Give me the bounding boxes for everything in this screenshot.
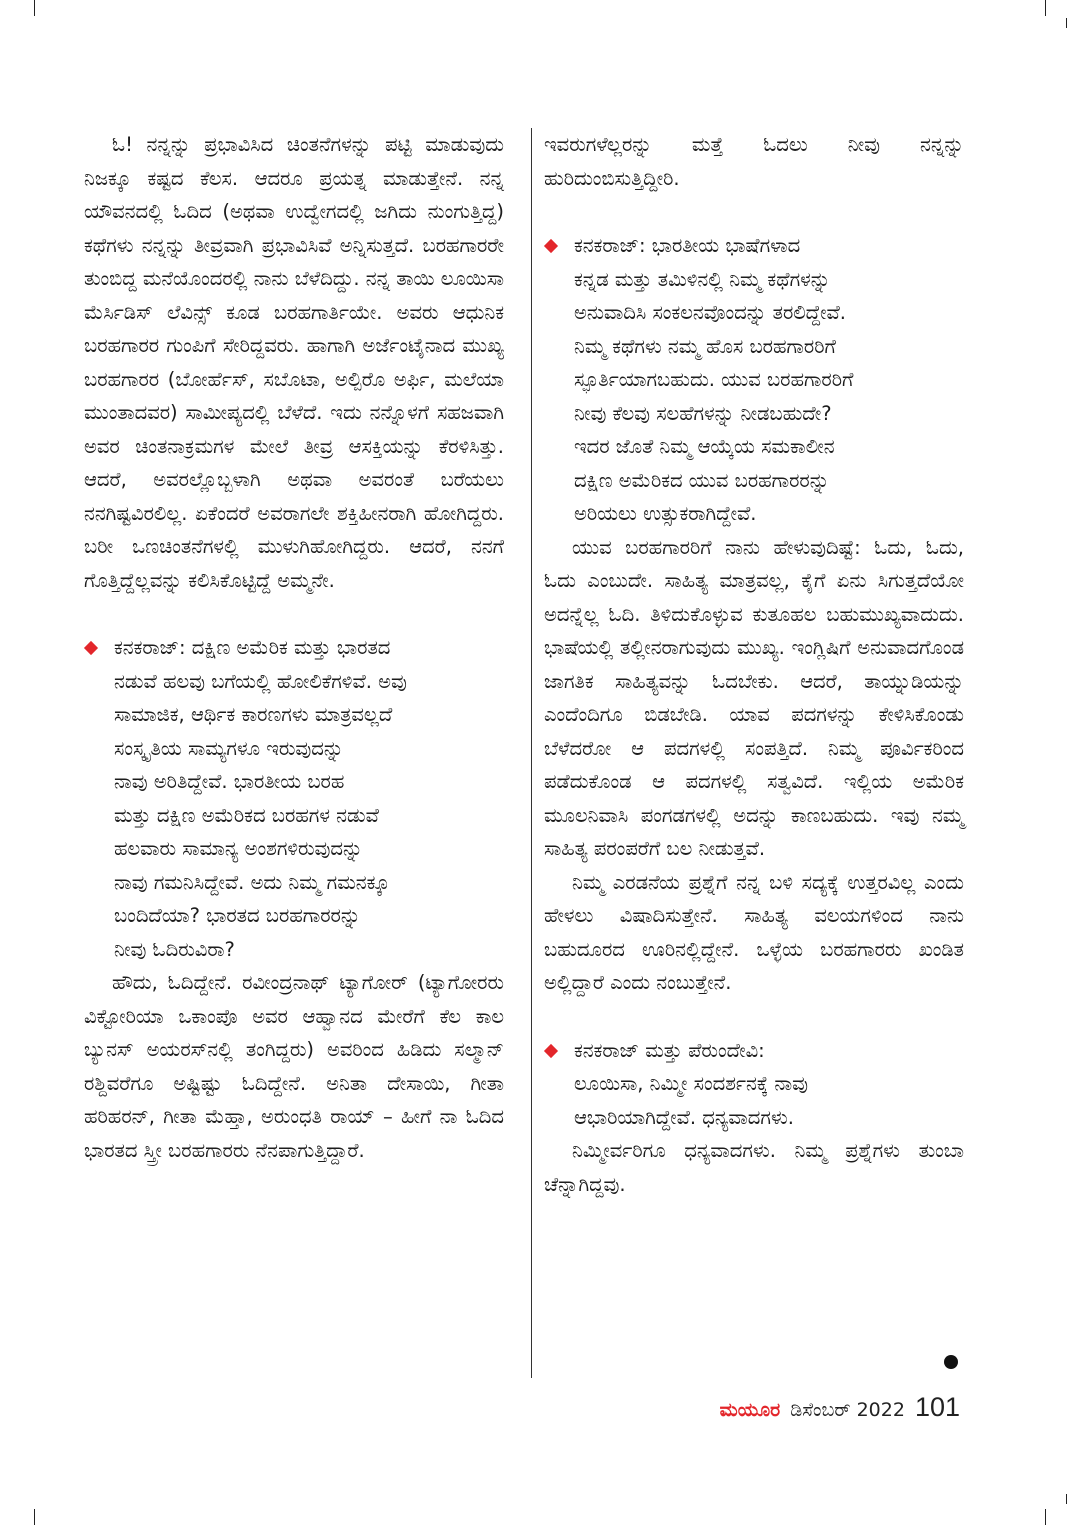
- question-block: [544, 229, 964, 531]
- diamond-bullet-icon: [544, 1043, 558, 1057]
- answer-paragraph: ಓ! ನನ್ನನ್ನು ಪ್ರಭಾವಿಸಿದ ಚಿಂತನೆಗಳನ್ನು ಪಟ್ಟಿ ಮಾಡುವುದು ನಿಜಕ್ಕೂ ಕಷ್ಟದ ಕೆಲಸ. ಆದರೂ ಪ್ರಯತ್ನ ಮಾಡುತ್ತೇನೆ. ನನ್ನ ಯೌವನದಲ್ಲಿ ಓದಿದ (ಅಥವಾ ಉದ್ವೇಗದಲ್ಲಿ ಜಗಿದು ನುಂಗುತ್ತಿದ್ದ) ಕಥೆಗಳು ನನ್ನನ್ನು ತೀವ್ರವಾಗಿ ಪ್ರಭಾವಿಸಿವೆ ಅನ್ನಿಸುತ್ತದೆ. ಬರಹಗಾರರೇ ತುಂಬಿದ್ದ ಮನೆಯೊಂದರಲ್ಲಿ ನಾನು ಬೆಳೆದಿದ್ದು. ನನ್ನ ತಾಯಿ ಲೂಯಿಸಾ ಮೆರ್ಸಿಡಿಸ್ ಲೆವಿನ್ಸ್ ಕೂಡ ಬರಹಗಾರ್ತಿಯೇ. ಅವರು ಆಧುನಿಕ ಬರಹಗಾರರ ಗುಂಪಿಗೆ ಸೇರಿದ್ದವರು. ಹಾಗಾಗಿ ಅರ್ಜೆಂಟೈನಾದ ಮುಖ್ಯ ಬರಹಗಾರರ (ಬೋರ್ಹೆಸ್, ಸಬೊಟಾ, ಅಲ್ಪಿರೊ ಅರ್ಫಿ, ಮಲೆಯಾ ಮುಂತಾದವರ) ಸಾಮೀಪ್ಯದಲ್ಲಿ ಬೆಳೆದೆ. ಇದು ನನ್ನೊಳಗೆ ಸಹಜವಾಗಿ ಅವರ ಚಿಂತನಾಕ್ರಮಗಳ ಮೇಲೆ ತೀವ್ರ ಆಸಕ್ತಿಯನ್ನು ಕೆರಳಿಸಿತ್ತು. ಆದರೆ, ಅವರಲ್ಲೊಬ್ಬಳಾಗಿ ಅಥವಾ ಅವರಂತೆ ಬರೆಯಲು ನನಗಿಷ್ಟವಿರಲಿಲ್ಲ. ಏಕೆಂದರೆ ಅವರಾಗಲೇ ಶಕ್ತಿಹೀನರಾಗಿ ಹೋಗಿದ್ದರು. ಬರೀ ಒಣಚಿಂತನೆಗಳಲ್ಲಿ ಮುಳುಗಿಹೋಗಿದ್ದರು. ಆದರೆ, ನನಗೆ ಗೊತ್ತಿದ್ದೆಲ್ಲವನ್ನು ಕಲಿಸಿಕೊಟ್ಟಿದ್ದೆ ಅಮ್ಮನೇ.: [84, 133, 504, 592]
- answer-paragraph: ಹೌದು, ಓದಿದ್ದೇನೆ. ರವೀಂದ್ರನಾಥ್ ಟ್ಯಾಗೋರ್ (ಟ್ಯಾಗೋರರು ವಿಕ್ಟೋರಿಯಾ ಒಕಾಂಪೊ ಅವರ ಆಹ್ವಾನದ ಮೇರೆಗೆ ಕೆಲ ಕಾಲ ಬ್ಯುನಸ್ ಅಯರಸ್‌ನಲ್ಲಿ ತಂಗಿದ್ದರು) ಅವರಿಂದ ಹಿಡಿದು ಸಲ್ಮಾನ್ ರಶ್ದಿವರೆಗೂ ಅಷ್ಟಿಷ್ಟು ಓದಿದ್ದೇನೆ. ಅನಿತಾ ದೇಸಾಯಿ, ಗೀತಾ ಹರಿಹರನ್, ಗೀತಾ ಮೆಹ್ತಾ, ಅರುಂಧತಿ ರಾಯ್ – ಹೀಗೆ ನಾ ಓದಿದ ಭಾರತದ ಸ್ತ್ರೀ ಬರಹಗಾರರು ನೆನಪಾಗುತ್ತಿದ್ದಾರೆ.: [84, 971, 504, 1162]
- diamond-bullet-icon: [544, 239, 558, 253]
- crop-mark-right-upper: [1066, 18, 1067, 28]
- crop-mark-bottom-left: [34, 1509, 35, 1525]
- question-text: ಕನಕರಾಜ್: ಭಾರತೀಯ ಭಾಷೆಗಳಾದ ಕನ್ನಡ ಮತ್ತು ತಮಿಳಿನಲ್ಲಿ ನಿಮ್ಮ ಕಥೆಗಳನ್ನು ಅನುವಾದಿಸಿ ಸಂಕಲನವೊಂದನ್ನು ತರಲಿದ್ದೇವೆ. ನಿಮ್ಮ ಕಥೆಗಳು ನಮ್ಮ ಹೊಸ ಬರಹಗಾರರಿಗೆ ಸ್ಫೂರ್ತಿಯಾಗಬಹುದು. ಯುವ ಬರಹಗಾರರಿಗೆ ನೀವು ಕೆಲವು ಸಲಹೆಗಳನ್ನು ನೀಡಬಹುದೇ? ಇದರ ಜೊತೆ ನಿಮ್ಮ ಆಯ್ಕೆಯ ಸಮಕಾಲೀನ ದಕ್ಷಿಣ ಅಮೆರಿಕದ ಯುವ ಬರಹಗಾರರನ್ನು ಅರಿಯಲು ಉತ್ಸುಕರಾಗಿದ್ದೇವೆ.: [574, 234, 854, 525]
- column-divider: [531, 128, 532, 1378]
- crop-mark-top-left: [34, 0, 35, 16]
- crop-mark-bottom-right: [1045, 1509, 1046, 1525]
- question-block: [544, 1034, 964, 1135]
- right-column: [544, 128, 964, 1201]
- question-text: ಕನಕರಾಜ್: ದಕ್ಷಿಣ ಅಮೆರಿಕ ಮತ್ತು ಭಾರತದ ನಡುವೆ ಹಲವು ಬಗೆಯಲ್ಲಿ ಹೋಲಿಕೆಗಳಿವೆ. ಅವು ಸಾಮಾಜಿಕ, ಆರ್ಥಿಕ ಕಾರಣಗಳು ಮಾತ್ರವಲ್ಲದೆ ಸಂಸ್ಕೃತಿಯ ಸಾಮ್ಯಗಳೂ ಇರುವುದನ್ನು ನಾವು ಅರಿತಿದ್ದೇವೆ. ಭಾರತೀಯ ಬರಹ ಮತ್ತು ದಕ್ಷಿಣ ಅಮೆರಿಕದ ಬರಹಗಳ ನಡುವೆ ಹಲವಾರು ಸಾಮಾನ್ಯ ಅಂಶಗಳಿರುವುದನ್ನು ನಾವು ಗಮನಿಸಿದ್ದೇವೆ. ಅದು ನಿಮ್ಮ ಗಮನಕ್ಕೂ ಬಂದಿದೆಯಾ? ಭಾರತದ ಬರಹಗಾರರನ್ನು ನೀವು ಓದಿರುವಿರಾ?: [114, 636, 407, 961]
- spacer: [544, 1000, 964, 1034]
- end-of-article-dot-icon: [944, 1355, 958, 1369]
- page-footer: [720, 1392, 960, 1423]
- crop-mark-top-right: [1045, 0, 1046, 16]
- diamond-bullet-icon: [84, 641, 98, 655]
- answer-paragraph: ಯುವ ಬರಹಗಾರರಿಗೆ ನಾನು ಹೇಳುವುದಿಷ್ಟೆ: ಓದು, ಓದು, ಓದು ಎಂಬುದೇ. ಸಾಹಿತ್ಯ ಮಾತ್ರವಲ್ಲ, ಕೈಗೆ ಏನು ಸಿಗುತ್ತದೆಯೋ ಅದನ್ನೆಲ್ಲ ಓದಿ. ತಿಳಿದುಕೊಳ್ಳುವ ಕುತೂಹಲ ಬಹುಮುಖ್ಯವಾದುದು. ಭಾಷೆಯಲ್ಲಿ ತಲ್ಲೀನರಾಗುವುದು ಮುಖ್ಯ. ಇಂಗ್ಲಿಷಿಗೆ ಅನುವಾದಗೊಂಡ ಜಾಗತಿಕ ಸಾಹಿತ್ಯವನ್ನು ಓದಬೇಕು. ಆದರೆ, ತಾಯ್ನುಡಿಯನ್ನು ಎಂದೆಂದಿಗೂ ಬಿಡಬೇಡಿ. ಯಾವ ಪದಗಳನ್ನು ಕೇಳಿಸಿಕೊಂಡು ಬೆಳೆದರೋ ಆ ಪದಗಳಲ್ಲಿ ಸಂಪತ್ತಿದೆ. ನಿಮ್ಮ ಪೂರ್ವಿಕರಿಂದ ಪಡೆದುಕೊಂಡ ಆ ಪದಗಳಲ್ಲಿ ಸತ್ವವಿದೆ. ಇಲ್ಲಿಯ ಅಮೆರಿಕ ಮೂಲನಿವಾಸಿ ಪಂಗಡಗಳಲ್ಲಿ ಅದನ್ನು ಕಾಣಬಹುದು. ಇವು ನಮ್ಮ ಸಾಹಿತ್ಯ ಪರಂಪರೆಗೆ ಬಲ ನೀಡುತ್ತವೆ.: [544, 535, 964, 860]
- answer-paragraph: ನಿಮ್ಮೀರ್ವರಿಗೂ ಧನ್ಯವಾದಗಳು. ನಿಮ್ಮ ಪ್ರಶ್ನೆಗಳು ತುಂಬಾ ಚೆನ್ನಾಗಿದ್ದವು.: [544, 1139, 964, 1196]
- answer-paragraph: ನಿಮ್ಮ ಎರಡನೆಯ ಪ್ರಶ್ನೆಗೆ ನನ್ನ ಬಳಿ ಸದ್ಯಕ್ಕೆ ಉತ್ತರವಿಲ್ಲ ಎಂದು ಹೇಳಲು ವಿಷಾದಿಸುತ್ತೇನೆ. ಸಾಹಿತ್ಯ ವಲಯಗಳಿಂದ ನಾನು ಬಹುದೂರದ ಊರಿನಲ್ಲಿದ್ದೇನೆ. ಒಳ್ಳೆಯ ಬರಹಗಾರರು ಖಂಡಿತ ಅಲ್ಲಿದ್ದಾರೆ ಎಂದು ನಂಬುತ್ತೇನೆ.: [544, 870, 964, 994]
- spacer: [544, 195, 964, 229]
- crop-mark-right-lower: [1066, 1494, 1067, 1504]
- question-text: ಕನಕರಾಜ್ ಮತ್ತು ಪೆರುಂದೇವಿ: ಲೂಯಿಸಾ, ನಿಮ್ಮೀ ಸಂದರ್ಶನಕ್ಕೆ ನಾವು ಆಭಾರಿಯಾಗಿದ್ದೇವೆ. ಧನ್ಯವಾದಗಳು.: [574, 1038, 809, 1129]
- page-number: 101: [914, 1392, 960, 1422]
- issue-date: ಡಿಸೆಂಬರ್ 2022: [790, 1399, 905, 1421]
- question-block: [84, 631, 504, 966]
- spacer: [84, 597, 504, 631]
- answer-paragraph-continued: ಇವರುಗಳೆಲ್ಲರನ್ನು ಮತ್ತೆ ಓದಲು ನೀವು ನನ್ನನ್ನು ಹುರಿದುಂಬಿಸುತ್ತಿದ್ದೀರಿ.: [544, 133, 964, 190]
- magazine-logo: ಮಯೂರ: [719, 1399, 781, 1421]
- left-column: [84, 128, 504, 1167]
